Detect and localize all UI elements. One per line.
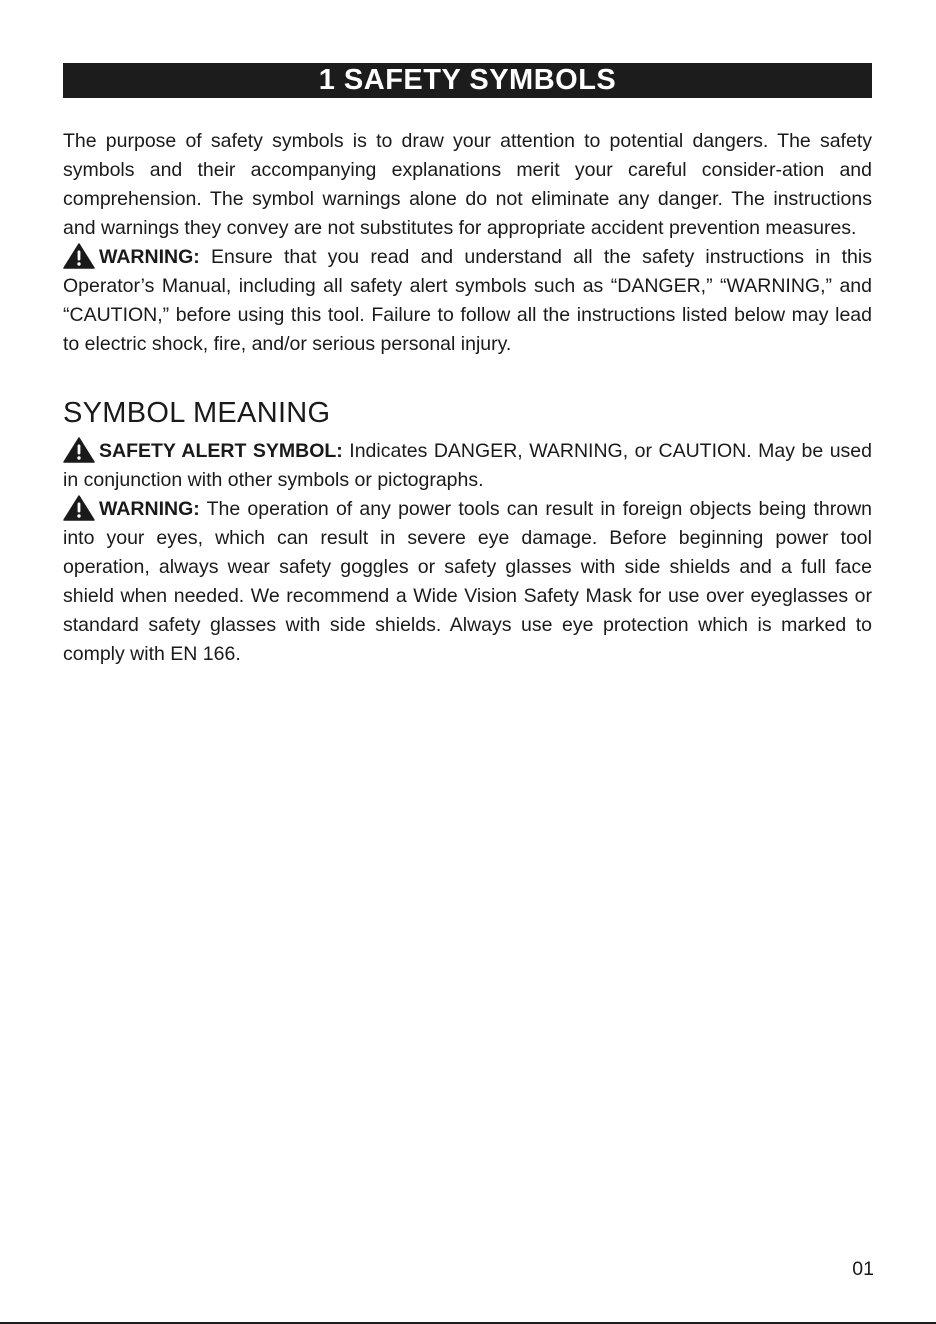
warning-triangle-icon	[63, 495, 95, 521]
safety-alert-paragraph	[63, 437, 872, 495]
safety-alert-text: Indicates DANGER, WARNING, or CAUTION. May be used in conjunction with other symbols or pictographs.	[63, 440, 872, 491]
warning-triangle-icon	[63, 243, 95, 269]
symbol-meaning-heading: SYMBOL MEANING	[63, 397, 331, 429]
warning-label: WARNING:	[99, 246, 200, 268]
warning-text: The operation of any power tools can result in foreign objects being thrown into your eyes, which can result in severe eye damage. Before beginning power tool operation, always wear safety goggles or safety glasses with side shields and a full face shield when needed. We recommend a Wide Vision Safety Mask for use over eyeglasses or standard safety glasses with side shields. Always use eye protection which is marked to comply with EN 166.	[63, 498, 872, 665]
safety-alert-label: SAFETY ALERT SYMBOL:	[99, 440, 343, 462]
warning-paragraph-1	[63, 243, 872, 359]
warning-text: Ensure that you read and understand all the safety instructions in this Operator’s Manual, including all safety alert symbols such as “DANGER,” “WARNING,” and “CAUTION,” before using this tool. Failure to follow all the instructions listed below may lead to electric shock, fire, and/or serious personal injury.	[63, 246, 872, 355]
section-title: 1 SAFETY SYMBOLS	[318, 64, 617, 96]
section-header-bar	[63, 63, 872, 98]
intro-paragraph: The purpose of safety symbols is to draw your attention to potential dangers. The safety symbols and their accompanying explanations merit your careful consider-ation and comprehension. The symbol warnings alone do not eliminate any danger. The instructions and warnings they convey are not substitutes for appropriate accident prevention measures.	[63, 130, 872, 239]
warning-triangle-icon	[63, 437, 95, 463]
warning-label: WARNING:	[99, 498, 200, 520]
warning-paragraph-2	[63, 495, 872, 669]
page-content	[63, 127, 872, 669]
page-number: 01	[852, 1258, 874, 1280]
